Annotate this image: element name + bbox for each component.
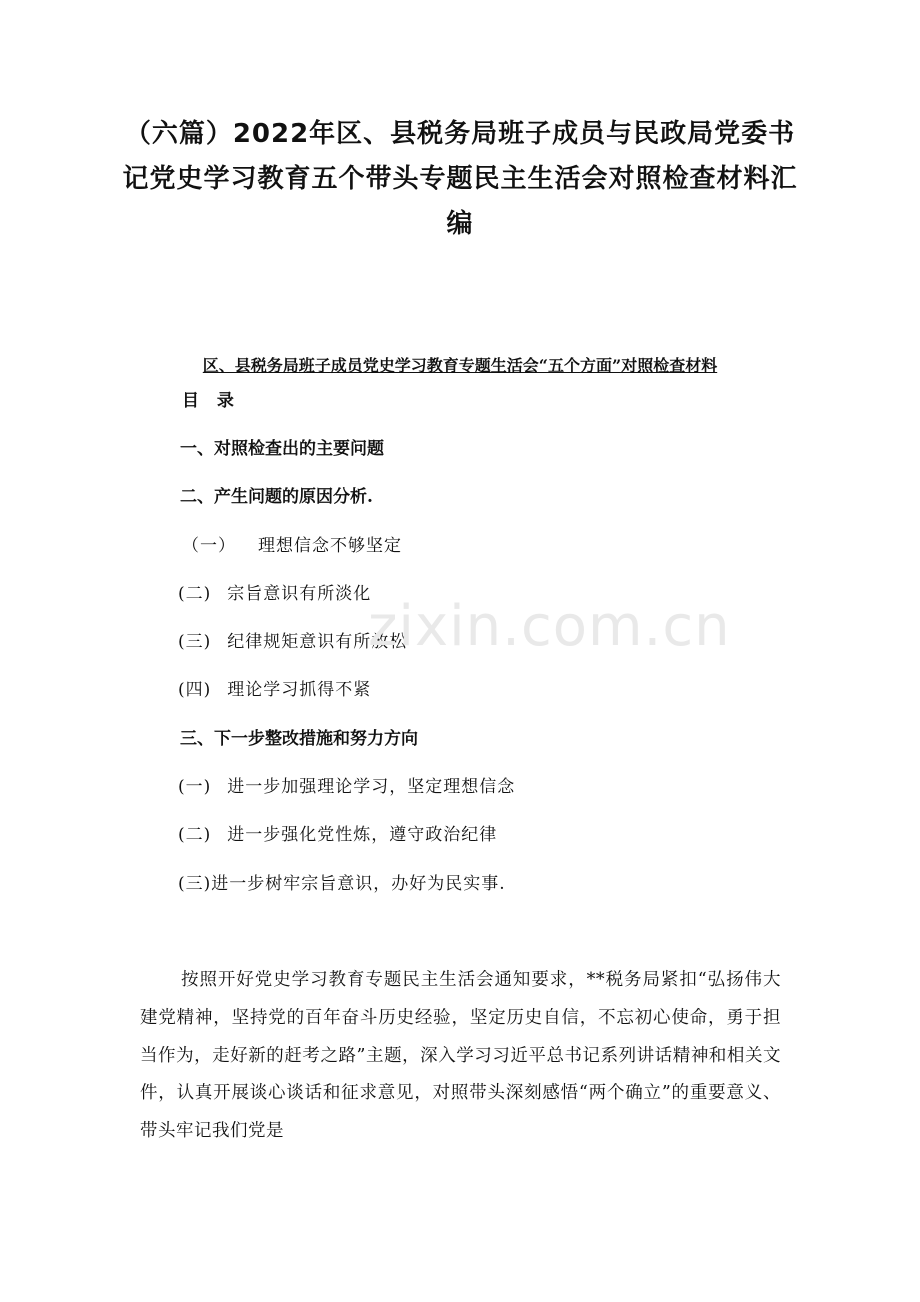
- toc-item-text: 纪律规矩意识有所放松: [227, 632, 408, 653]
- toc-item-marker: (四): [178, 680, 212, 701]
- toc-item-text: 进一步强化党性炼，遵守政治纪律: [227, 825, 498, 846]
- toc-item-marker: (一): [178, 777, 212, 798]
- toc-heading: 目 录: [182, 391, 240, 411]
- toc-item-marker: 二、: [180, 487, 214, 508]
- toc-item-text: 进一步加强理论学习，坚定理想信念: [227, 777, 516, 798]
- toc-item: [178, 771, 818, 819]
- toc-item-text: 理论学习抓得不紧: [227, 680, 372, 701]
- toc-item: [178, 578, 818, 626]
- toc-item: [178, 433, 818, 481]
- toc-item-marker: (三): [178, 873, 212, 894]
- toc-item-text: 理想信念不够坚定: [258, 535, 402, 556]
- toc-item-text: 进一步树牢宗旨意识，办好为民实事.: [211, 873, 506, 894]
- toc-item: [178, 674, 818, 722]
- document-title: （六篇）2022年区、县税务局班子成员与民政局党委书记党史学习教育五个带头专题民主生活会对照检查材料汇编: [122, 119, 798, 239]
- toc-item-marker: (二): [178, 825, 212, 846]
- body-paragraph: 按照开好党史学习教育专题民主生活会通知要求，**税务局紧扣“弘扬伟大建党精神，坚持党的百年奋斗历史经验，坚定历史自信，不忘初心使命，勇于担当作为，走好新的赶考之路”主题，深入学习习近平总书记系列讲话精神和相关文件，认真开展谈心谈话和征求意见，对照带头深刻感悟“两个确立”的重要意义、带头牢记我们党是: [140, 970, 781, 1142]
- toc-item-text: 对照检查出的主要问题: [214, 439, 384, 459]
- toc-item: [178, 723, 818, 771]
- toc-item-marker: （一）: [182, 535, 236, 556]
- toc-item: [178, 481, 818, 529]
- site-watermark: zixin.com.cn: [368, 594, 731, 659]
- toc-item: [178, 626, 818, 674]
- toc-item-text: 产生问题的原因分析.: [214, 487, 373, 508]
- toc-item: [178, 530, 818, 578]
- toc-item-text: 下一步整改措施和努力方向: [214, 728, 418, 749]
- toc-item: [178, 868, 818, 916]
- toc-item-marker: 三、: [180, 728, 214, 749]
- toc-item-text: 宗旨意识有所淡化: [227, 583, 372, 604]
- toc-item: [178, 819, 818, 867]
- table-of-contents: [178, 433, 818, 916]
- toc-item-marker: (三): [178, 632, 212, 653]
- document-subtitle: 区、县税务局班子成员党史学习教育专题生活会“五个方面”对照检查材料: [202, 356, 718, 375]
- toc-item-marker: 一、: [180, 439, 214, 459]
- toc-item-marker: (二): [178, 583, 212, 604]
